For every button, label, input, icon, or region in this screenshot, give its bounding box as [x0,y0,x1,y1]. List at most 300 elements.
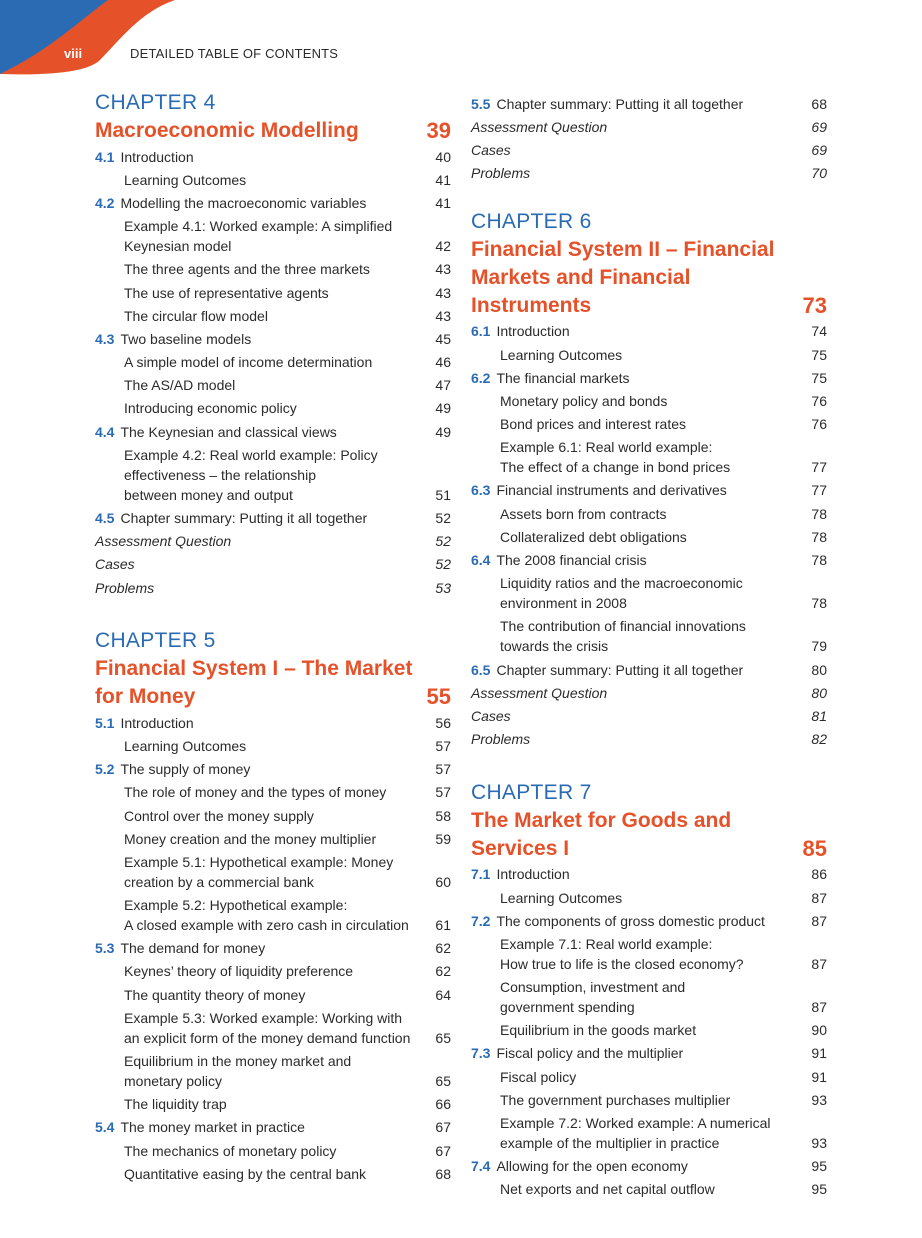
entry-text: Problems [471,731,531,748]
entry-page: 87 [811,912,827,929]
chapter-5-continued [471,92,827,185]
entry-label [471,683,607,703]
entry-label [471,527,687,547]
toc-entry[interactable] [471,863,827,886]
section-number: 5.1 [95,714,115,731]
toc-entry[interactable] [95,1049,451,1092]
entry-page: 43 [435,261,451,278]
entry-label [95,829,376,849]
chapter-label: CHAPTER 7 [471,780,592,804]
entry-page: 91 [811,1068,827,1085]
toc-entry[interactable] [95,1116,451,1139]
entry-label [95,375,235,395]
entry-label [95,852,393,892]
toc-entry[interactable] [471,932,827,975]
toc-entry[interactable] [95,1006,451,1049]
section-number: 6.2 [471,369,491,386]
entry-text: Net exports and net capital outflow [500,1181,715,1198]
section-number: 4.2 [95,194,115,211]
entry-text: Control over the money supply [124,807,314,824]
toc-entry[interactable] [471,1065,827,1088]
entry-text: Example 7.1: Real world example: How true to life is the closed economy? [500,935,744,972]
toc-entry[interactable] [471,1155,827,1178]
entry-page: 75 [811,369,827,386]
toc-entry[interactable] [471,658,827,681]
entry-page: 69 [811,118,827,135]
entry-text: Modelling the macroeconomic variables [120,194,367,211]
entry-text: Introduction [496,866,570,883]
entry-page: 74 [811,323,827,340]
chapter-title: The Market for Goods and Services I [471,808,732,860]
section-number: 5.2 [95,761,115,778]
entry-text: The circular flow model [124,307,268,324]
toc-entry[interactable] [95,553,451,576]
entry-label [95,193,366,213]
entry-label [471,864,570,884]
chapter-label: CHAPTER 6 [471,209,592,233]
entry-text: Chapter summary: Putting it all together [496,661,744,678]
entry-page: 57 [435,761,451,778]
entry-text: Introduction [120,714,194,731]
entry-label [95,1008,410,1048]
entry-page: 40 [435,148,451,165]
entry-text: The AS/AD model [124,377,236,394]
entry-label [95,1164,366,1184]
entry-page: 91 [811,1045,827,1062]
toc-entry[interactable] [471,704,827,727]
chapter-label: CHAPTER 4 [95,91,216,114]
toc-entry[interactable] [95,850,451,893]
entry-page: 43 [435,284,451,301]
toc-entry[interactable] [471,1019,827,1042]
entry-page: 60 [435,873,451,890]
entry-text: Assets born from contracts [500,505,667,522]
entry-page: 76 [811,416,827,433]
entry-text: The money market in practice [120,1119,305,1136]
entry-label [95,806,314,826]
entry-page: 52 [435,510,451,527]
chapter-page: 73 [802,292,827,318]
entry-page: 93 [811,1135,827,1152]
toc-entry[interactable] [95,443,451,506]
entry-page: 43 [435,307,451,324]
toc-entry[interactable] [95,351,451,374]
chapter-title-row[interactable] [95,655,451,711]
toc-entry[interactable] [471,162,827,185]
entry-label [471,911,765,931]
section-number: 5.3 [95,940,115,957]
entry-label [471,616,746,656]
entry-label [471,480,727,500]
right-column [471,92,827,1228]
entry-label [95,283,329,303]
toc-entry[interactable] [471,728,827,751]
entry-text: Introduction [120,148,194,165]
toc-entry[interactable] [471,343,827,366]
toc-entry[interactable] [471,615,827,658]
toc-entry[interactable] [471,389,827,412]
entry-label [471,573,743,613]
entry-page: 87 [811,999,827,1016]
entry-text: Learning Outcomes [124,171,247,188]
entry-label [95,531,231,551]
entry-page: 69 [811,141,827,158]
entry-label [95,578,154,598]
entry-label [471,888,622,908]
entry-page: 67 [435,1142,451,1159]
entry-label [471,1113,771,1153]
entry-text: Introduction [496,323,570,340]
toc-entry[interactable] [95,530,451,553]
entry-text: Example 4.2: Real world example: Policy effectiveness – the relationship between money and output [124,446,378,503]
entry-page: 53 [435,579,451,596]
entry-label [95,508,367,528]
entry-text: Learning Outcomes [124,737,247,754]
entry-label [471,94,743,114]
toc-entry[interactable] [471,115,827,138]
entry-text: Assessment Question [471,684,608,701]
chapter-title: Financial System II – Financial Markets and Financial Instruments [471,237,775,317]
entry-text: Learning Outcomes [500,346,623,363]
entry-text: Chapter summary: Putting it all together [120,510,368,527]
toc-entry[interactable] [95,1139,451,1162]
entry-text: Example 4.1: Worked example: A simplified Keynesian model [124,218,393,255]
entry-page: 41 [435,194,451,211]
entry-page: 77 [811,459,827,476]
entry-text: Example 5.3: Worked example: Working with an explicit form of the money demand function [124,1009,411,1046]
entry-label [95,1141,336,1161]
entry-text: Allowing for the open economy [496,1158,688,1175]
chapter-block [471,207,827,751]
entry-text: Example 5.1: Hypothetical example: Money creation by a commercial bank [124,853,394,890]
toc-entry[interactable] [471,572,827,615]
toc-entry[interactable] [471,909,827,932]
toc-entry[interactable] [471,436,827,479]
entry-text: Money creation and the money multiplier [124,830,377,847]
entry-page: 65 [435,1029,451,1046]
entry-label [95,306,268,326]
toc-entry[interactable] [95,304,451,327]
toc-entry[interactable] [95,827,451,850]
entry-page: 79 [811,638,827,655]
entry-text: Financial instruments and derivatives [496,482,727,499]
entry-page: 95 [811,1158,827,1175]
toc-entry[interactable] [95,215,451,258]
entry-label [471,321,570,341]
toc-entry[interactable] [471,138,827,161]
toc-entry[interactable] [95,281,451,304]
entry-label [95,445,378,505]
chapter-title: Macroeconomic Modelling [95,119,359,142]
entry-text: Keynes’ theory of liquidity preference [124,963,354,980]
toc-entry[interactable] [471,886,827,909]
entry-text: Problems [471,165,531,182]
entry-page: 62 [435,963,451,980]
entry-label [471,1043,683,1063]
entry-text: The three agents and the three markets [124,261,370,278]
entry-text: The mechanics of monetary policy [124,1142,337,1159]
entry-text: Cases [95,556,135,573]
entry-text: Two baseline models [120,330,252,347]
entry-label [471,1156,688,1176]
toc-entry[interactable] [95,374,451,397]
entry-page: 46 [435,354,451,371]
entry-text: Liquidity ratios and the macroeconomic environment in 2008 [500,575,743,612]
entry-label [471,1020,696,1040]
entry-page: 68 [435,1165,451,1182]
entry-label [95,1051,351,1091]
entry-text: Cases [471,707,511,724]
entry-page: 76 [811,392,827,409]
entry-label [95,554,135,574]
entry-label [471,1067,576,1087]
entry-page: 78 [811,505,827,522]
entry-text: The financial markets [496,369,630,386]
toc-entry[interactable] [471,681,827,704]
entry-page: 57 [435,784,451,801]
entry-label [95,147,194,167]
entry-text: The role of money and the types of money [124,784,387,801]
toc-entry[interactable] [95,327,451,350]
entry-page: 51 [435,486,451,503]
chapter-page: 39 [426,118,451,143]
entry-label [95,985,305,1005]
entry-text: The demand for money [120,940,266,957]
entry-label [471,977,685,1017]
entry-page: 93 [811,1091,827,1108]
toc-entry[interactable] [95,168,451,191]
entry-page: 82 [811,731,827,748]
entry-label [95,895,409,935]
entry-label [95,170,246,190]
chapter-block [95,626,451,1185]
entry-text: Introducing economic policy [124,400,297,417]
toc-entry[interactable] [471,479,827,502]
chapter-label: CHAPTER 5 [95,629,216,653]
toc-entry[interactable] [95,1093,451,1116]
entry-label [471,706,511,726]
entry-text: Cases [471,141,511,158]
entry-text: The 2008 financial crisis [496,552,647,569]
entry-label [95,422,337,442]
entry-label [471,1179,715,1199]
entry-page: 56 [435,714,451,731]
entry-page: 49 [435,423,451,440]
left-column [95,88,451,1212]
entry-label [471,140,511,160]
entry-label [471,934,744,974]
entry-page: 80 [811,684,827,701]
chapter-title-row[interactable] [471,807,827,863]
entry-page: 59 [435,830,451,847]
entry-page: 81 [811,707,827,724]
section-number: 6.3 [471,482,491,499]
toc-entry[interactable] [95,711,451,734]
entry-text: Consumption, investment and government spending [500,979,686,1016]
entry-page: 87 [811,889,827,906]
entry-page: 58 [435,807,451,824]
toc-entry[interactable] [471,976,827,1019]
entry-page: 62 [435,940,451,957]
entry-page: 64 [435,986,451,1003]
entry-text: Assessment Question [95,533,232,550]
toc-entry[interactable] [95,937,451,960]
entry-page: 61 [435,917,451,934]
entry-label [471,345,622,365]
chapter-title: Financial System I – The Market for Money [95,657,413,709]
entry-text: A simple model of income determination [124,354,373,371]
toc-entry[interactable] [471,525,827,548]
chapter-title-row[interactable] [471,236,827,320]
toc-entry[interactable] [95,983,451,1006]
toc-entry[interactable] [471,1111,827,1154]
entry-label [471,414,686,434]
entry-label [95,352,372,372]
entry-page: 78 [811,528,827,545]
entry-label [471,391,667,411]
toc-entry[interactable] [471,413,827,436]
entry-text: Quantitative easing by the central bank [124,1165,367,1182]
entry-text: The use of representative agents [124,284,329,301]
entry-label [471,368,630,388]
entry-page: 57 [435,737,451,754]
entry-text: Fiscal policy and the multiplier [496,1045,684,1062]
entry-page: 66 [435,1096,451,1113]
corner-decoration [0,0,180,80]
toc-entry[interactable] [471,548,827,571]
toc-entry[interactable] [95,804,451,827]
toc-entry[interactable] [471,320,827,343]
entry-page: 75 [811,346,827,363]
entry-page: 78 [811,552,827,569]
section-number: 7.4 [471,1158,491,1175]
entry-label [471,729,530,749]
entry-page: 86 [811,866,827,883]
entry-page: 47 [435,377,451,394]
entry-page: 95 [811,1181,827,1198]
chapter-block [471,778,827,1201]
toc-entry[interactable] [95,734,451,757]
toc-entry[interactable] [95,1162,451,1185]
entry-text: The quantity theory of money [124,986,306,1003]
toc-entry[interactable] [95,758,451,781]
toc-entry[interactable] [95,506,451,529]
toc-entry[interactable] [95,145,451,168]
entry-page: 52 [435,533,451,550]
section-number: 6.1 [471,323,491,340]
entry-page: 80 [811,661,827,678]
entry-text: Equilibrium in the money market and monetary policy [124,1053,352,1090]
entry-label [95,1117,305,1137]
entry-label [471,437,730,477]
entry-page: 49 [435,400,451,417]
toc-entry[interactable] [95,960,451,983]
entry-text: The government purchases multiplier [500,1091,731,1108]
entry-label [95,759,250,779]
entry-text: The components of gross domestic product [496,912,765,929]
entry-label [95,1094,227,1114]
toc-entry[interactable] [95,576,451,599]
entry-page: 41 [435,171,451,188]
section-number: 6.5 [471,661,491,678]
entry-label [95,398,297,418]
toc-entry[interactable] [471,1088,827,1111]
entry-label [95,713,194,733]
entry-label [471,504,667,524]
entry-page: 70 [811,165,827,182]
entry-label [471,550,647,570]
chapter-page: 55 [426,684,451,710]
entry-label [95,782,386,802]
toc-entry[interactable] [95,397,451,420]
chapter-title-row[interactable] [95,117,451,145]
entry-text: Example 5.2: Hypothetical example: A closed example with zero cash in circulation [124,897,409,934]
entry-text: Bond prices and interest rates [500,416,686,433]
entry-label [95,259,370,279]
entry-page: 45 [435,330,451,347]
entry-page: 67 [435,1119,451,1136]
toc-entry[interactable] [471,92,827,115]
entry-label [471,1090,730,1110]
section-number: 7.3 [471,1045,491,1062]
section-number: 5.5 [471,95,491,112]
toc-entry[interactable] [95,258,451,281]
entry-page: 90 [811,1022,827,1039]
toc-entry[interactable] [95,894,451,937]
toc-entry[interactable] [471,1042,827,1065]
entry-text: The Keynesian and classical views [120,423,337,440]
entry-label [471,163,530,183]
toc-entry[interactable] [95,420,451,443]
section-number: 4.5 [95,510,115,527]
entry-label [95,216,392,256]
entry-label [471,117,607,137]
entry-text: Example 7.2: Worked example: A numerical example of the multiplier in practice [500,1115,771,1152]
toc-entry[interactable] [95,191,451,214]
entry-page: 87 [811,955,827,972]
chapter-block [95,88,451,599]
entry-text: Chapter summary: Putting it all together [496,95,744,112]
entry-page: 77 [811,482,827,499]
entry-page: 52 [435,556,451,573]
entry-text: Learning Outcomes [500,889,623,906]
entry-text: Example 6.1: Real world example: The effect of a change in bond prices [500,439,731,476]
toc-entry[interactable] [471,502,827,525]
entry-text: The liquidity trap [124,1096,227,1113]
toc-entry[interactable] [471,1178,827,1201]
entry-text: Monetary policy and bonds [500,392,668,409]
entry-text: The contribution of financial innovations towards the crisis [500,618,746,655]
entry-page: 42 [435,238,451,255]
entry-page: 68 [811,95,827,112]
entry-text: Problems [95,579,155,596]
section-number: 4.1 [95,148,115,165]
page-number: viii [64,46,83,61]
section-number: 5.4 [95,1119,115,1136]
section-number: 6.4 [471,552,491,569]
entry-label [471,660,743,680]
toc-entry[interactable] [471,366,827,389]
section-number: 7.2 [471,912,491,929]
section-number: 4.4 [95,423,115,440]
entry-page: 78 [811,595,827,612]
toc-entry[interactable] [95,781,451,804]
entry-label [95,938,265,958]
entry-label [95,736,246,756]
entry-text: Assessment Question [471,118,608,135]
entry-text: Collateralized debt obligations [500,528,687,545]
running-head: DETAILED TABLE OF CONTENTS [130,46,339,61]
